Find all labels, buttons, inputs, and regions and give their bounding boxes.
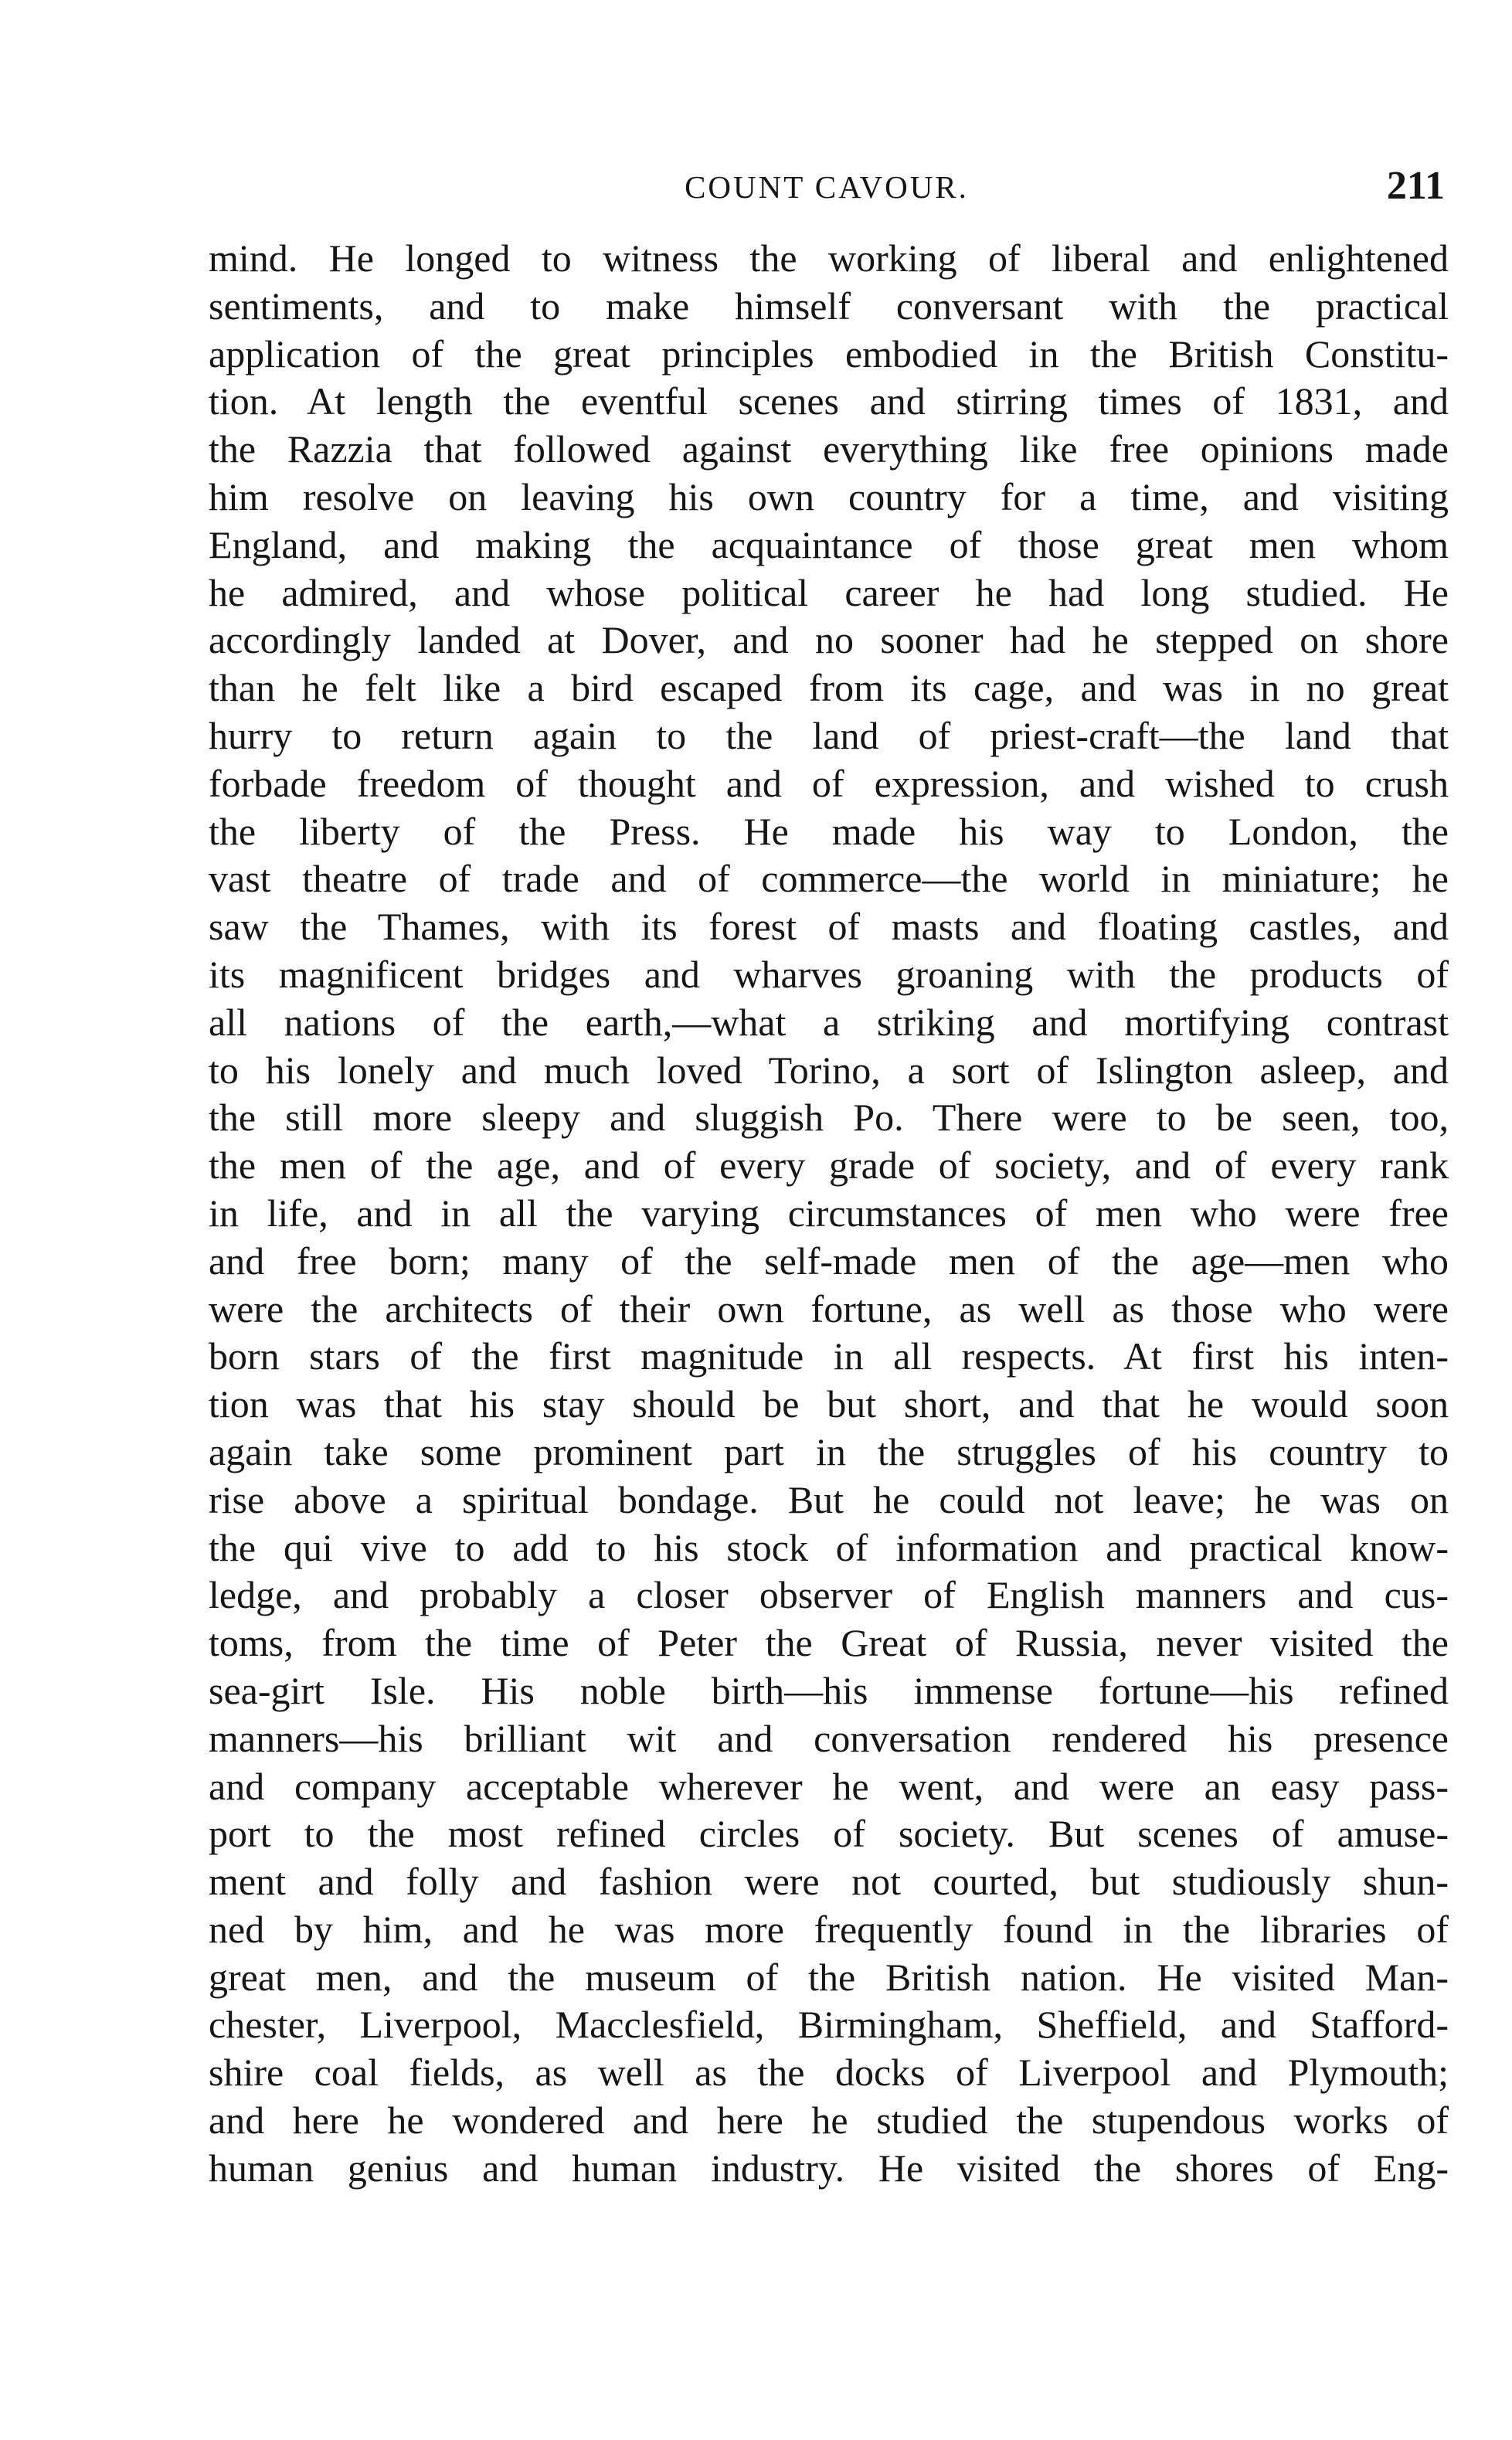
text-line: shire coal fields, as well as the docks of Liverpool and Plymouth; xyxy=(209,2051,1449,2095)
text-line: to his lonely and much loved Torino, a sort of Islington asleep, and xyxy=(209,1048,1449,1092)
text-line: ledge, and probably a closer observer of English manners and cus- xyxy=(209,1573,1449,1617)
text-line: the liberty of the Press. He made his way to London, the xyxy=(209,809,1449,853)
text-line: the Razzia that followed against everything like free opinions made xyxy=(209,427,1449,471)
text-line: manners—his brilliant wit and conversation rendered his presence xyxy=(209,1716,1449,1760)
text-line: and free born; many of the self-made men of the age—men who xyxy=(209,1239,1449,1283)
running-title: COUNT CAVOUR. xyxy=(685,169,969,205)
text-line: mind. He longed to witness the working of liberal and enlightened xyxy=(209,236,1449,280)
text-line: the men of the age, and of every grade of society, and of every rank xyxy=(209,1144,1449,1188)
text-line: sea-girt Isle. His noble birth—his immense fortune—his refined xyxy=(209,1668,1449,1712)
body-text xyxy=(209,235,1449,2193)
text-line: ment and folly and fashion were not courted, but studiously shun- xyxy=(209,1860,1449,1904)
text-line: than he felt like a bird escaped from its cage, and was in no great xyxy=(209,666,1449,710)
text-line: hurry to return again to the land of priest-craft—the land that xyxy=(209,713,1449,757)
text-line: rise above a spiritual bondage. But he could not leave; he was on xyxy=(209,1477,1449,1521)
text-line: England, and making the acquaintance of those great men whom xyxy=(209,522,1449,566)
text-line: tion was that his stay should be but short, and that he would soon xyxy=(209,1382,1449,1426)
text-line: great men, and the museum of the British nation. He visited Man- xyxy=(209,1955,1449,1999)
text-line: toms, from the time of Peter the Great of Russia, never visited the xyxy=(209,1621,1449,1665)
text-line: ned by him, and he was more frequently found in the libraries of xyxy=(209,1907,1449,1951)
text-line: all nations of the earth,—what a striking and mortifying contrast xyxy=(209,1000,1449,1044)
text-line: port to the most refined circles of society. But scenes of amuse- xyxy=(209,1812,1449,1856)
text-line: and company acceptable wherever he went, and were an easy pass- xyxy=(209,1764,1449,1808)
page-number: 211 xyxy=(1386,164,1445,208)
text-line: and here he wondered and here he studied the stupendous works of xyxy=(209,2098,1449,2143)
text-line: in life, and in all the varying circumstances of men who were free xyxy=(209,1191,1449,1235)
running-head xyxy=(209,159,1445,213)
text-line: again take some prominent part in the struggles of his country to xyxy=(209,1429,1449,1473)
text-line: were the architects of their own fortune, as well as those who were xyxy=(209,1286,1449,1330)
text-line: human genius and human industry. He visited the shores of Eng- xyxy=(209,2146,1449,2190)
text-line: born stars of the first magnitude in all respects. At first his inten- xyxy=(209,1334,1449,1378)
text-line: chester, Liverpool, Macclesfield, Birmingham, Sheffield, and Stafford- xyxy=(209,2003,1449,2047)
text-line: saw the Thames, with its forest of masts and floating castles, and xyxy=(209,905,1449,949)
text-line: tion. At length the eventful scenes and stirring times of 1831, and xyxy=(209,379,1449,423)
text-line: he admired, and whose political career he had long studied. He xyxy=(209,570,1449,614)
text-line: the qui vive to add to his stock of information and practical know- xyxy=(209,1525,1449,1569)
text-line: sentiments, and to make himself conversant with the practical xyxy=(209,284,1449,328)
text-line: application of the great principles embodied in the British Constitu- xyxy=(209,331,1449,376)
text-line: the still more sleepy and sluggish Po. There were to be seen, too, xyxy=(209,1096,1449,1140)
text-line: him resolve on leaving his own country for a time, and visiting xyxy=(209,474,1449,518)
text-line: accordingly landed at Dover, and no sooner had he stepped on shore xyxy=(209,618,1449,662)
text-line: its magnificent bridges and wharves groaning with the products of xyxy=(209,952,1449,996)
text-line: vast theatre of trade and of commerce—the world in miniature; he xyxy=(209,857,1449,901)
text-line: forbade freedom of thought and of expression, and wished to crush xyxy=(209,761,1449,805)
